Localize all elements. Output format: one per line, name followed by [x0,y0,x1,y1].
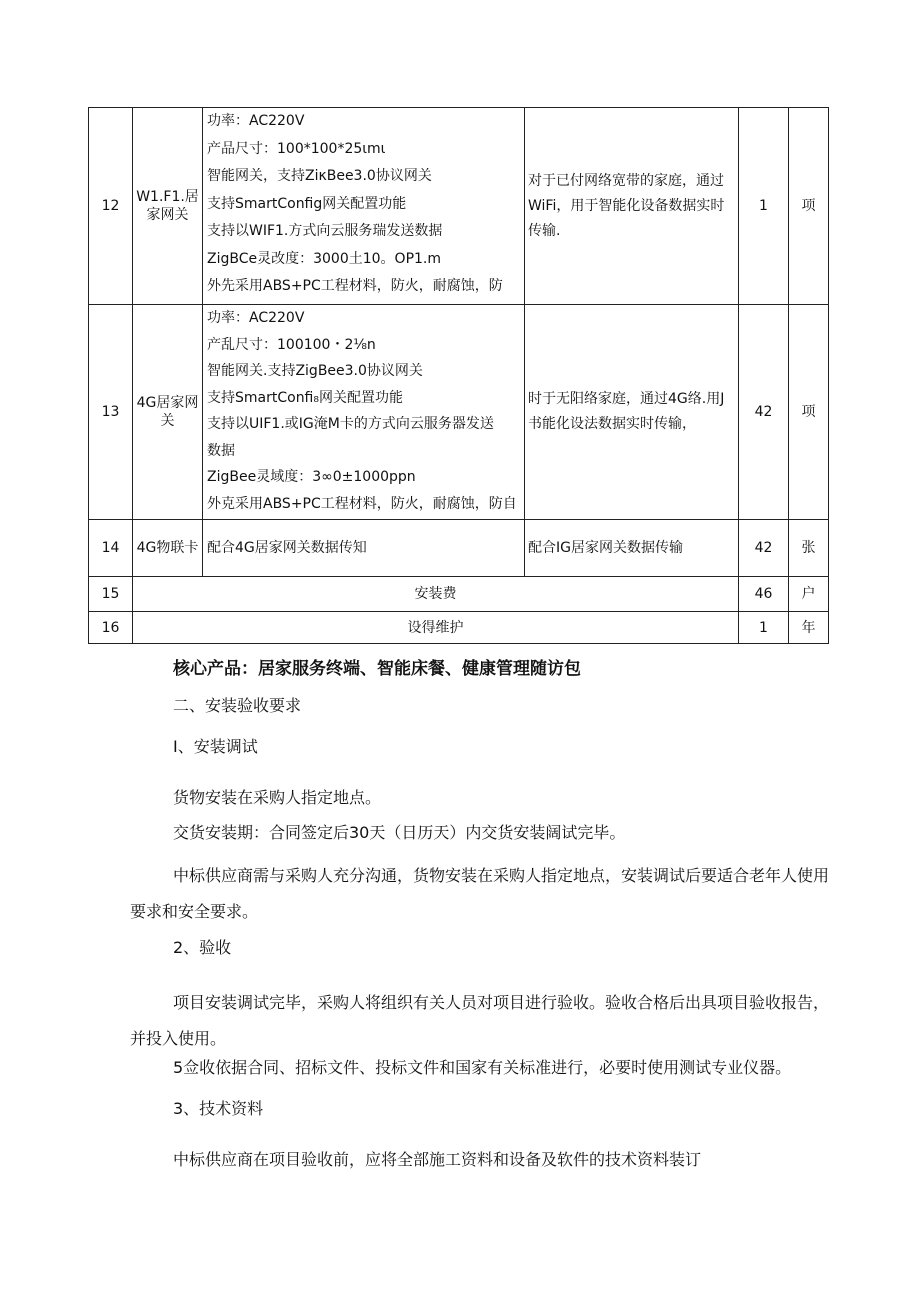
spec-line: 外先采用ABS+PC工程材料，防火，耐腐蚀，防 [207,278,503,294]
subsection-title: 3、技术资料 [173,1099,264,1118]
service-item: 安装费 [133,577,739,612]
usage-cell: 配合IG居家网关数据传输 [525,520,739,577]
item-name: W1.F1.居家网关 [133,108,203,305]
spec-line: 功率：AC220V [207,310,305,326]
unit: 项 [789,108,829,305]
equipment-table [88,107,829,644]
table-row [89,108,829,305]
item-name: 4G居家网关 [133,305,203,520]
spec-line: 功率：AC220V [207,113,305,129]
spec-line: ZigBCe灵改度：3000土10。OP1.m [207,250,442,267]
spec-line: 产乱尺寸：100100・2⅛n [207,336,376,353]
paragraph: 项目安装调试完毕，采购人将组织有关人员对项目进行验收。验收合格后出具项目验收报告，并投入使用。 [130,993,830,1048]
spec-cell [203,305,525,520]
subsection-title: 2、验收 [173,938,232,957]
row-number: 16 [89,612,133,644]
spec-line: 产品尺寸：100*100*25ιmι [207,140,386,157]
spec-line: 支持SmartConfig网关配置功能 [207,195,407,212]
spec-line: 智能网关，支持ZiκBee3.0协议网关 [207,168,432,184]
paragraph: 交货安装期：合同签定后30天（日历天）内交货安装阔试完毕。 [173,823,626,842]
unit: 年 [789,612,829,644]
paragraph: 中标供应商需与采购人充分沟通，货物安装在采购人指定地点，安装调试后要适合老年人使用要求和安全要求。 [130,866,830,921]
spec-line: ZigBee灵域度：3∞0±1000ppn [207,469,416,485]
spec-line: 数据 [207,442,235,459]
spec-line: 支持SmartConfi₈网关配置功能 [207,389,403,406]
row-number: 13 [89,305,133,520]
quantity: 42 [739,520,789,577]
table-row [89,612,829,644]
spec-cell [203,108,525,305]
table-row [89,577,829,612]
unit: 张 [789,520,829,577]
paragraph: 5佥收依据合同、招标文件、投标文件和国家有关标准进行，必要时使用测试专业仪器。 [173,1058,792,1077]
spec-line: 智能网关.支持ZigBee3.0协议网关 [207,363,423,379]
spec-line: 支持以WIF1.方式向云服务瑞发送数据 [207,223,443,239]
quantity: 1 [739,612,789,644]
spec-cell: 配合4G居家网关数据传知 [203,520,525,577]
service-item: 设得维护 [133,612,739,644]
unit: 项 [789,305,829,520]
table-row [89,305,829,520]
spec-line: 外克采用ABS+PC工程材料，防火，耐腐蚀，防自 [207,495,517,512]
paragraph: 中标供应商在项目验收前，应将全部施工资料和设备及软件的技术资料装订 [173,1150,702,1169]
spec-line: 支持以UIF1.或IG淹M卡的方式向云服务器发送 [207,416,494,432]
quantity: 1 [739,108,789,305]
quantity: 42 [739,305,789,520]
usage-cell: 时于无阳络家庭，通过4G络.用J书能化设法数据实时传输， [525,305,739,520]
paragraph: 货物安装在采购人指定地点。 [173,788,382,807]
table-row [89,520,829,577]
subsection-title: I、安装调试 [173,737,258,756]
unit: 户 [789,577,829,612]
row-number: 12 [89,108,133,305]
row-number: 15 [89,577,133,612]
row-number: 14 [89,520,133,577]
quantity: 46 [739,577,789,612]
item-name: 4G物联卡 [133,520,203,577]
section-title: 二、安装验收要求 [173,696,302,715]
usage-cell: 对于已付网络宽带的家庭，通过WiFi，用于智能化设备数据实时传输. [525,108,739,305]
core-products-heading: 核心产品：居家服务终端、智能床餐、健康管理随访包 [173,659,581,679]
